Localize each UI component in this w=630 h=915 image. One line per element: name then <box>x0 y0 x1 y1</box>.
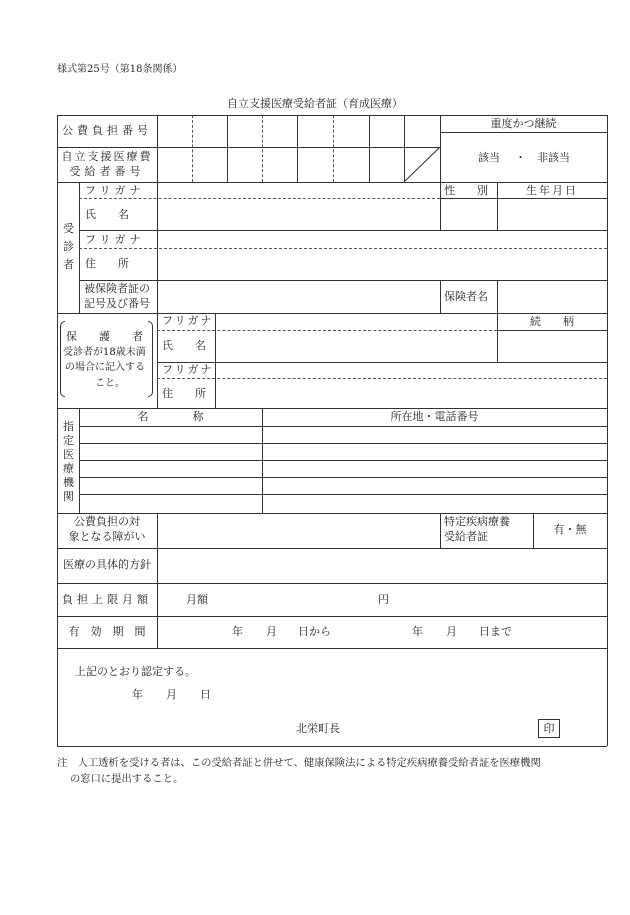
guardian-note-2: の場合に記入する <box>65 362 145 373</box>
institution-section-4: 療 <box>63 462 74 475</box>
patient-furigana2-label: フリガナ <box>85 233 145 246</box>
patient-section-label-3: 者 <box>63 258 74 271</box>
diagonal-slash <box>404 147 440 182</box>
yes-no-option: 有・無 <box>553 523 587 536</box>
insured-card-label-2: 記号及び番号 <box>84 297 150 310</box>
guardian-name-label: 氏 名 <box>162 339 206 352</box>
guardian-address-label: 住 所 <box>162 387 206 400</box>
institution-name-header: 名 称 <box>137 410 204 423</box>
insured-card-label-1: 被保険者証の <box>84 282 150 295</box>
public-expense-no-label: 公費負担番号 <box>62 124 152 137</box>
patient-furigana-label: フリガナ <box>85 184 145 197</box>
option-separator: ・ <box>515 151 526 164</box>
sex-label: 性 別 <box>444 184 488 197</box>
institution-address-header: 所在地・電話番号 <box>390 410 479 423</box>
validity-from-day: 日から <box>298 625 331 638</box>
not-applicable-option: 非該当 <box>537 151 570 164</box>
patient-section-label-1: 受 <box>63 222 74 235</box>
patient-address-label: 住 所 <box>85 257 129 270</box>
severe-continuing-label: 重度かつ継続 <box>490 117 557 130</box>
guardian-title: 保 護 者 <box>66 330 143 343</box>
validity-until-month: 月 <box>446 625 457 638</box>
applicable-option: 該当 <box>478 151 500 164</box>
monthly-cap-label: 負担上限月額 <box>62 593 152 606</box>
validity-until-year: 年 <box>412 625 423 638</box>
patient-name-label: 氏 名 <box>85 208 129 221</box>
recipient-no-label-2: 受給者番号 <box>69 165 145 178</box>
validity-until-day: 日まで <box>479 625 512 638</box>
certification-year: 年 <box>132 688 143 701</box>
issuer-name: 北栄町長 <box>296 722 340 735</box>
treatment-plan-label: 医療の具体的方針 <box>63 558 151 571</box>
yen-label: 円 <box>378 593 389 606</box>
guardian-furigana2-label: フリガナ <box>162 363 214 376</box>
guardian-note-1: 受診者が18歳未満 <box>63 347 146 358</box>
institution-section-3: 医 <box>63 448 74 461</box>
guardian-note-3: こと。 <box>95 378 125 389</box>
relationship-label: 続 柄 <box>530 315 574 328</box>
guardian-bracket-right <box>148 321 153 397</box>
recipient-no-label-1: 自立支援医療費 <box>61 150 153 163</box>
footer-note-line1: 注 人工透析を受ける者は、この受給者証と併せて、健康保険法による特定疾病療養受給者証を医療機関 <box>57 757 541 769</box>
certification-statement: 上記のとおり認定する。 <box>75 665 196 678</box>
footer-note-line2: の窓口に提出すること。 <box>70 773 184 785</box>
validity-label: 有 効 期 間 <box>68 625 146 638</box>
target-disability-label-1: 公費負担の対 <box>74 515 140 528</box>
monthly-label: 月額 <box>186 593 208 606</box>
special-disease-label-2: 受給者証 <box>444 530 488 543</box>
certification-day: 日 <box>200 688 211 701</box>
institution-section-2: 定 <box>63 434 74 447</box>
seal-mark: 印 <box>538 719 560 738</box>
institution-section-6: 関 <box>63 490 74 503</box>
birthdate-label: 生年月日 <box>526 184 578 197</box>
special-disease-label-1: 特定疾病療養 <box>444 515 510 528</box>
form-number: 様式第25号（第18条関係） <box>57 64 183 75</box>
form-title: 自立支援医療受給者証（育成医療） <box>227 97 403 110</box>
validity-from-month: 月 <box>266 625 277 638</box>
target-disability-label-2: 象となる障がい <box>68 530 146 543</box>
patient-section-label-2: 診 <box>63 240 74 253</box>
insurer-name-label: 保険者名 <box>444 290 488 303</box>
certification-month: 月 <box>166 688 177 701</box>
institution-section-1: 指 <box>63 420 74 433</box>
validity-from-year: 年 <box>232 625 243 638</box>
institution-section-5: 機 <box>63 476 74 489</box>
guardian-furigana-label: フリガナ <box>162 314 214 327</box>
